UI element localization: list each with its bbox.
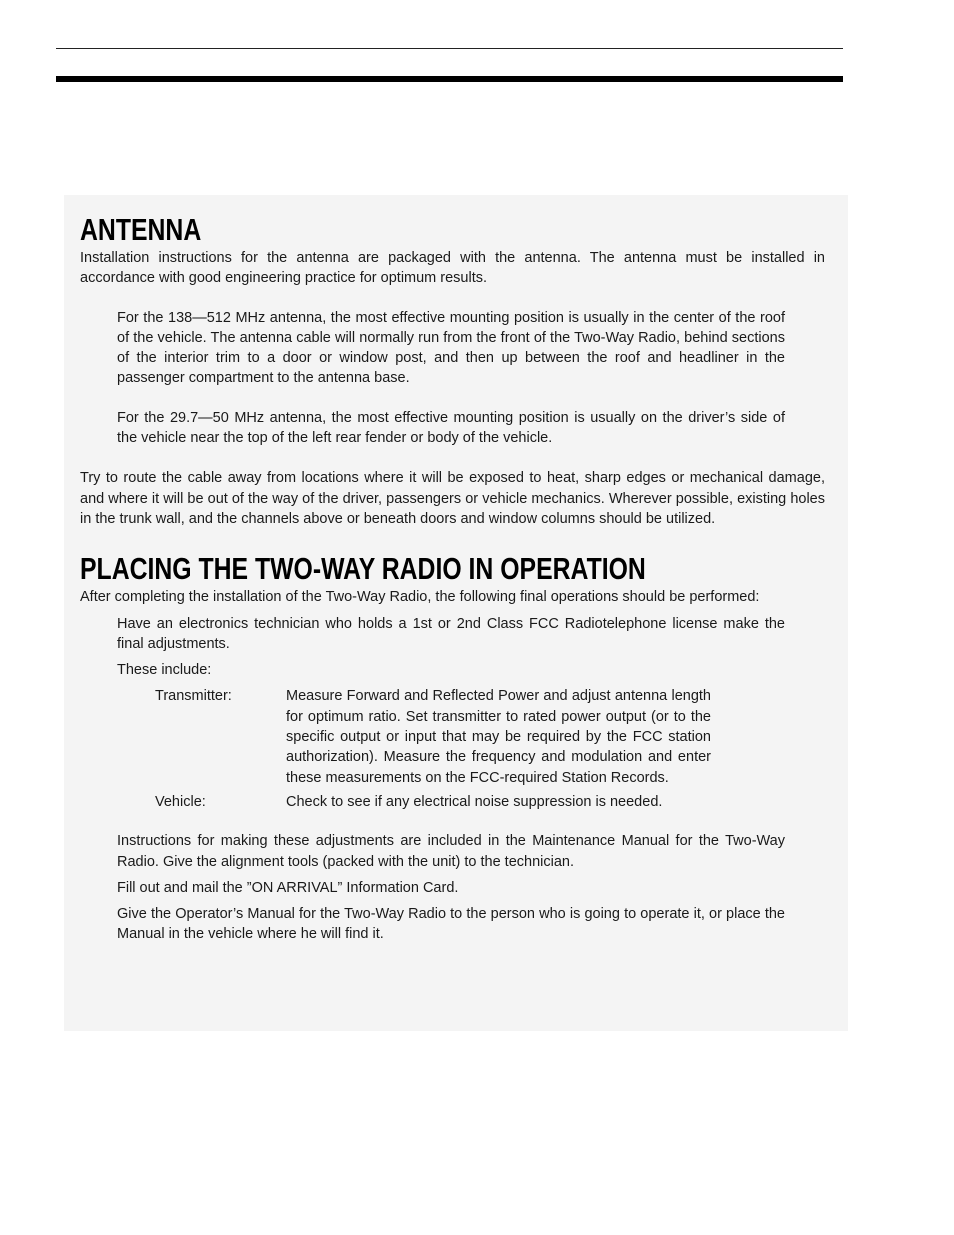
antenna-intro: Installation instructions for the antenna are packaged with the antenna. The antenna must be installed in accordance with good engineering practice for optimum results. (80, 250, 825, 287)
adjustment-description: Measure Forward and Reflected Power and adjust antenna length for optimum ratio. Set transmitter to rated power output (or to the specific output or input that may be required by the FCC station authorization). Measure the frequency and modulation and enter these measurements on the FCC-required Station Records. (286, 688, 711, 786)
fill-out-card-paragraph: Fill out and mail the ”ON ARRIVAL” Information Card. (117, 879, 459, 896)
these-include-label: These include: (117, 662, 212, 679)
header-rule-thick (56, 76, 843, 82)
antenna-138-512-paragraph: For the 138—512 MHz antenna, the most effective mounting position is usually in the center of the roof of the vehicle. The antenna cable will normally run from the front of the Two-Way Radio, behind sections of the interior trim to a door or window post, and then up between the roof and headliner in the passenger compartment to the antenna base. (117, 309, 785, 387)
cable-routing-paragraph: Try to route the cable away from locations where it will be exposed to heat, sharp edges or mechanical damage, and where it will be out of the way of the driver, passengers or vehicle mechanics. Wherever possible, existing holes in the trunk wall, and the channels above or beneath doors and window columns should be utilized. (80, 470, 825, 527)
instructions-paragraph: Instructions for making these adjustments are included in the Maintenance Manual for the Two-Way Radio. Give the alignment tools (packed with the unit) to the technician. (117, 833, 785, 870)
adjustment-item-transmitter (155, 686, 825, 787)
adjustment-term: Vehicle: (155, 793, 206, 810)
adjustment-term: Transmitter: (155, 688, 232, 705)
give-manual-paragraph: Give the Operator’s Manual for the Two-Way Radio to the person who is going to operate it, or place the Manual in the vehicle where he will find it. (117, 906, 785, 943)
document-body (80, 212, 825, 945)
antenna-29-50-paragraph: For the 29.7—50 MHz antenna, the most effective mounting position is usually on the driver’s side of the vehicle near the top of the left rear fender or body of the vehicle. (117, 409, 785, 447)
antenna-heading: ANTENNA (80, 212, 202, 247)
operation-heading: PLACING THE TWO-WAY RADIO IN OPERATION (80, 551, 646, 587)
adjustment-list (155, 686, 825, 812)
adjustment-description: Check to see if any electrical noise suppression is needed. (286, 793, 663, 810)
adjustment-item-vehicle (155, 792, 825, 812)
header-rule-thin (56, 48, 843, 49)
technician-paragraph: Have an electronics technician who holds a 1st or 2nd Class FCC Radiotelephone license make the final adjustments. (117, 615, 785, 652)
operation-intro: After completing the installation of the Two-Way Radio, the following final operations should be performed: (80, 589, 760, 606)
